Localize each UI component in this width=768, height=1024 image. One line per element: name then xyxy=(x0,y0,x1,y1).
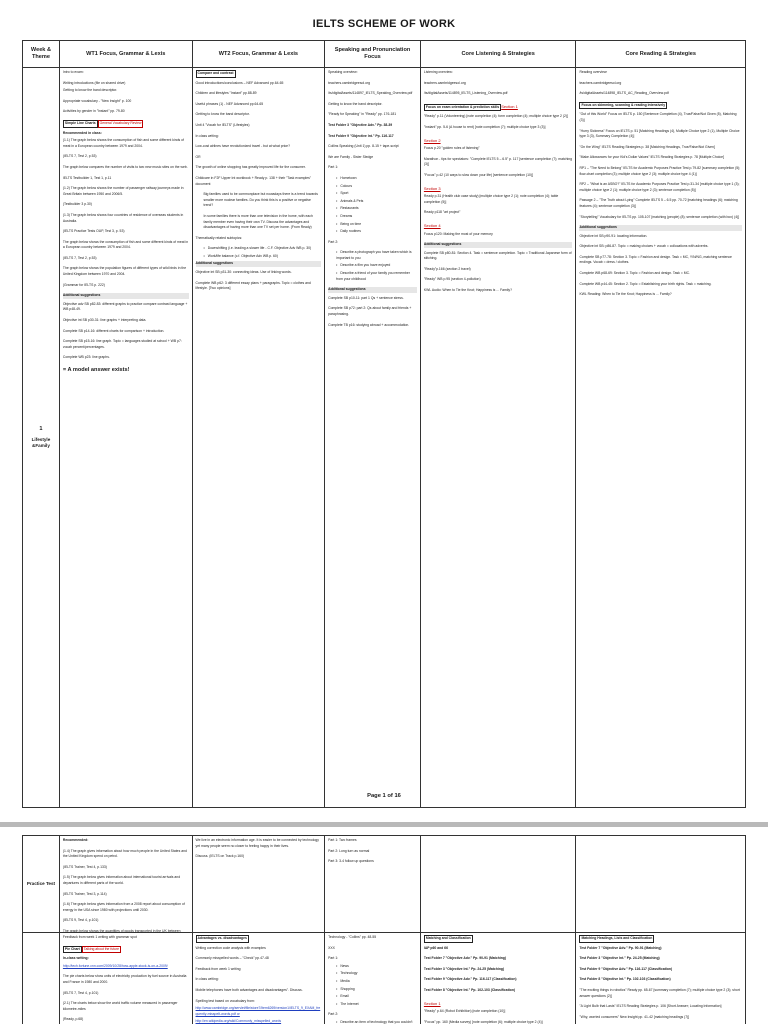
cell-line: Useful phrases (1) - NEF Advanced pp.64-65 xyxy=(195,101,264,106)
cell-line: "Storytelling" Vocabulary for IELTS pp. 105-107 [matching (people) (8); sentence completion (with box) (4)] xyxy=(579,214,740,219)
cell-line: OR xyxy=(195,154,201,159)
practice-listening-cell xyxy=(420,836,576,932)
cell-line: Complete SB p10-11: part 1 Qs + sentence stress. xyxy=(328,295,404,300)
cell-line: Thematically related subtopics: xyxy=(195,235,243,240)
cell-line: Complete SB p72: part 2: Qs about family and friends + paraphrasing. xyxy=(328,306,412,317)
week-2-speaking-cell xyxy=(324,933,420,1024)
cell-line: We live in an electronic information age. It is easier to be connected by technology yet many people seem no closer to feeling happy in their lives. xyxy=(195,838,319,848)
practice-theme-cell xyxy=(23,836,59,932)
cell-line: Objective int SB p30-31: line graphs + interpreting data. xyxy=(62,318,147,323)
cell-line: Part 1: xyxy=(328,956,339,961)
bullet-item: • Sport xyxy=(328,191,417,197)
week-2-theme-cell xyxy=(23,933,59,1024)
cell-line: Additional suggestions xyxy=(424,242,573,248)
cell-line: Part 1: xyxy=(328,165,339,170)
cell-line: Intro to exam: xyxy=(62,70,84,74)
cell-line: Complete SB p77-78: Section 3. Topic = Fashion and design. Task = MC, Y/N/NG, matching sentence endings. Vocab = dress / clothes. xyxy=(579,254,732,265)
cell-line: KWL Reading: When to Tie the Knot; Happiness is ... Family? xyxy=(579,292,672,297)
cell-line: Feedback from week 1 writing xyxy=(195,966,241,971)
cell-line: Additional suggestions xyxy=(196,261,322,267)
practice-speaking-cell xyxy=(324,836,420,932)
practice-wt2-cell xyxy=(192,836,325,932)
cell-line: Objective int SB: p86-87. Topic = making choices + vocab = collocations with adverbs. xyxy=(579,244,709,249)
cell-line: Test Folder 8 "Objective Int." Pp. 102-103 (Classification) xyxy=(423,987,516,992)
practice-reading-cell xyxy=(575,836,745,932)
cell-line: (Grammar for IELTS p. 222) xyxy=(62,282,105,287)
page-footer: Page 1 of 16 xyxy=(367,793,401,799)
cell-line: Writing introductions (file on shared drive) xyxy=(62,80,126,85)
table-row-practice-test xyxy=(23,836,745,932)
cell-line: Big families used to be commonplace but nowadays there is a trend towards smaller more nuclear families. Do you think this is a positive or negative trend? xyxy=(203,192,318,208)
week-2-reading-cell xyxy=(575,933,745,1024)
cell-line: The pie charts below show units of electricity production by fuel source in Australia and France in 1980 and 2000. xyxy=(62,974,187,984)
bullet-item: • News xyxy=(328,964,417,970)
cell-line: "Hurry Sickness" Focus on IELTS p. 51 [Matching Headings (4), Multiple Choice type 2 (1), Multiple Choice type 3 (3), Summary Completion (4)] xyxy=(579,128,740,139)
week-2-listening-cell xyxy=(420,933,576,1024)
bullet-item: • Describe a friend of your family you remember from your childhood xyxy=(328,271,417,282)
cell-line: (Testbuilder 3 p.30) xyxy=(62,202,92,207)
cell-line: (1.1) The graph below shows the consumption of fish and some different kinds of meat in a European country between 1979 and 2004. xyxy=(62,138,184,148)
cell-line: RP1 – "The Need to Belong" IELTS for Academic Purposes Practice Test p.79-82 [summary completion (5); flow-chart completion (3); multiple choice type 2 (3); multiple choice type 4 (1)] xyxy=(579,165,741,176)
cell-line: Test Folder 3 "Objective Int." Pp. 24-25 (Matching) xyxy=(579,956,660,961)
scheme-table-continued xyxy=(22,835,746,1024)
cell-line: Part 1: Two frames xyxy=(328,838,357,842)
cell-line: IAP p60 and 66 xyxy=(423,945,448,950)
cell-line: Recommended: xyxy=(62,838,89,842)
header-wt1: WT1 Focus, Grammar & Lexis xyxy=(59,41,192,67)
cell-line: "Ready for Speaking" in "Ready" pp. 176-181 xyxy=(328,112,397,117)
cell-line: Test Folder 3 "Objective Adv." Pp. 38-39 xyxy=(328,122,393,127)
bullet-item: • Downshifting (i.e. leading a slower life - C.F. Objective Adv WB p. 30) xyxy=(196,246,322,252)
cell-line: "Ready" p.11 (Volunteering) [note completion (4); form completion (4); multiple choice type 2 (2)] xyxy=(423,114,568,119)
cell-line: "The exciting things in robotics" Ready pp. 65-67 [summary completion (7); multiple choice type 2 (3); short answer questions (2)] xyxy=(579,987,740,998)
week-2-wt2-cell xyxy=(192,933,325,1024)
cell-line: Compare and contrast xyxy=(196,70,236,78)
cell-line: (1.2) The graph below shows the number of passenger railway journeys made in Great Britain between 1950 and 2006/5. xyxy=(62,186,184,196)
cell-line: (IELTS 7, Test 2, p.53) xyxy=(62,255,97,260)
cell-line: Childcare in F2F Upper Int workbook + Ready p. 138 + their "Task examples" document xyxy=(195,175,312,186)
cell-line[interactable]: http://tech.fortune.cnn.com/2009/10/28/how-apple-stock-is-on-a-2009/ xyxy=(62,963,168,968)
cell-line: Advantages vs. disadvantages xyxy=(196,935,249,943)
cell-line: "On the Wing" IELTS Reading Strategies p. 38 [Matching Headings, True/False/Not Given] xyxy=(579,144,715,149)
cell-line: teachers.cambridgeesol.org xyxy=(328,80,370,85)
cell-line: Complete WB p23: line graphs. xyxy=(62,355,110,360)
week-2-wt1-cell xyxy=(59,933,192,1024)
cell-line: Complete SB p15-16: line graph. Topic = languages studied at school + WB p7: vocab percent/percentages. xyxy=(62,339,182,349)
cell-line: (1.4) The graph gives information about how much people in the United States and the United Kingdom spend on petrol. xyxy=(62,848,187,859)
cell-line: Part 3: 3-4 follow up questions xyxy=(328,859,374,864)
week-number: 1 xyxy=(39,426,43,432)
cell-line: Test Folder 9 "Objective Adv." Pp. 116-117 (Classification) xyxy=(579,966,673,971)
cell-line: "Ready"p.166 (section 2 travel) xyxy=(423,266,471,271)
cell-line: Section 3 xyxy=(423,185,441,191)
cell-line: Test Folder 9 "Objective Adv." Pp. 116-117 (Classification) xyxy=(423,977,517,982)
cell-line: In class writing: xyxy=(195,977,219,982)
cell-line: (1.6) The graph below gives information from a 2008 report about consumption of energy in the USA since 1980 with projections until 2030. xyxy=(62,902,185,912)
cell-line: Matching Headings, Lists and Classification xyxy=(579,935,654,943)
cell-line: (1.3) The graph below shows four countries of residence of overseas students in Australia. xyxy=(62,212,184,223)
cell-line: Speaking overview: xyxy=(328,70,358,74)
cell-line: Additional suggestions xyxy=(579,225,742,231)
cell-line: Unit 4 "Vocab for IELTS" (Lifestyles) xyxy=(195,122,250,127)
cell-line: Mobile telephones have both advantages and disadvantages". Discuss. xyxy=(195,987,303,992)
cell-line: Ready p.31 (Health club case study) [multiple choice type 2 (1); note completion (4); table completion (5)] xyxy=(423,194,559,204)
cell-line: "Why, worried consumers" New Insight pp. 41-42 [matching headings (7)] xyxy=(579,1014,690,1019)
cell-line: (IELTS Trainer, Test 3, p.114) xyxy=(62,891,107,896)
cell-line: Test Folder 7 "Objective Adv." Pp. 90-91 (Matching) xyxy=(423,956,506,961)
bullet-item: • Restaurants xyxy=(328,206,417,212)
cell-line: Reading overview: xyxy=(579,70,608,74)
cell-line: Discuss. (IELTS on Track p.160) xyxy=(195,854,245,859)
cell-line: Getting to know the band descriptor. xyxy=(62,88,118,93)
cell-line: Spelling test based on vocabulary from: xyxy=(195,998,255,1003)
week-1-speaking-cell xyxy=(324,68,420,807)
bullet-item: • Email xyxy=(328,994,417,1000)
cell-line: Section 1 xyxy=(423,1000,441,1006)
cell-line: "Make Allowances for your Kid's Dollar Values" IELTS Reading Strategies p. 78 [Multiple Choice] xyxy=(579,155,724,160)
cell-line: KWL Audio: When to Tie the Knot; Happiness is ... Family? xyxy=(423,288,512,293)
cell-line: Low-cost airlines have revolutionized travel - but at what price? xyxy=(195,144,290,149)
cell-line: "Out of this World" Focus on IELTS p. 150 [Sentence Completion (4), True/False/Not Given (5), Matching (3)] xyxy=(579,112,737,122)
cell-line: "Focus" pp. 160 (Media survey) [note completion (6); multiple choice type 2 (4)] xyxy=(423,1019,543,1024)
bullet-item: • The Internet xyxy=(328,1002,417,1008)
cell-line: Complete TB p16: studying abroad + accommodation. xyxy=(328,322,410,327)
bullet-item: • Describe a film you have enjoyed xyxy=(328,263,417,269)
week-1-wt1-cell xyxy=(59,68,192,807)
week-1-listening-cell xyxy=(420,68,576,807)
week-1-theme-cell xyxy=(23,68,59,807)
cell-line: Feedback from week 1 writing with grammar spot xyxy=(62,935,137,939)
cell-line: In some families there is more than one television in the home, with each family member even having their own TV. Discuss the advantages and disadvantages of having more than one TV set per home. (From Ready) xyxy=(203,213,313,230)
cell-line: Complete SB p80-81: Section 4. Task = sentence completion. Topic = Traditional Japanese form of stitching. xyxy=(423,250,572,261)
cell-line: Appropriate vocabulary - "New Insight" p. 100 xyxy=(62,98,132,103)
cell-line[interactable]: http://en.wikipedia.org/wiki/Commonly_misspelled_words xyxy=(195,1019,282,1024)
cell-line: Focus on exam orientation & prediction skills xyxy=(424,104,501,112)
table-row-week-1 xyxy=(23,67,745,807)
cell-line: "Instant" pp. 5-6 (A house to rent) [note completion (7); multiple choice type 3 (3)] xyxy=(423,124,546,129)
cell-line: /ts/digitalAssets/114898_IELTS_AC_Reading_Overview.pdf xyxy=(579,91,669,96)
header-listening: Core Listening & Strategies xyxy=(420,41,576,67)
cell-line: "Focus" p.42 (10 ways to slow down your life) [sentence completion (10)] xyxy=(423,172,533,177)
cell-line: Passage 2 – "The Truth about Lying" Complete IELTS 5 – 6.5 pp. 70-72 [matching headings (6); matching features (4); sentence completion (3)] xyxy=(579,198,738,208)
cell-line: Additional suggestions xyxy=(328,287,417,293)
cell-line: (IELTS 9, Test 4, p.101) xyxy=(62,918,99,923)
cell-line: /ts/digitalAssets/114895_IELTS_Listening_Overview.pdf xyxy=(423,91,508,96)
cell-line: In class writing: xyxy=(195,133,219,138)
cell-line: Simple Line Charts xyxy=(63,120,98,128)
cell-line: Writing correction code analysis with examples xyxy=(195,945,266,950)
cell-line: Pie Chart xyxy=(63,946,82,954)
cell-line: The graph below shows the population figures of different types of wild birds in the United Kingdom between 1970 and 2004. xyxy=(62,266,187,277)
cell-line: Complete WB p62: 3 different essay plans + paragraphs. Topic = clothes and lifestyle. [Two opinions] xyxy=(195,280,311,291)
cell-line: The graph below shows the consumption of fish and some different kinds of meat in a European country between 1979 and 2004. xyxy=(62,239,189,250)
week-theme: Lifestyle &Family xyxy=(31,437,51,448)
cell-line: Focus p120: Making the most of your memory xyxy=(423,231,493,236)
week-theme: Practice Test xyxy=(26,881,56,886)
cell-line: Part 2: xyxy=(328,239,339,244)
cell-line: Collins Speaking (Unit 1) pp. 8-15 + tape-script xyxy=(328,144,399,149)
practice-wt1-cell xyxy=(59,836,192,932)
cell-line: Part 2: xyxy=(328,1012,339,1017)
bullet-item: • Describe a photograph you have taken which is important to you xyxy=(328,250,417,261)
bullet-item: • Shopping xyxy=(328,987,417,993)
cell-line: Children and lifestyles "Instant" pp.88-89 xyxy=(195,91,257,96)
cell-line: Complete WB p68-69: Section 3. Topic = Fashion and design. Task = MC. xyxy=(579,271,690,276)
document-page-2 xyxy=(0,827,768,1024)
bullet-item: • Media xyxy=(328,979,417,985)
bullet-item: • Being on time xyxy=(328,222,417,228)
table-row-week-2 xyxy=(23,932,745,1024)
cell-line: Test Folder 8 "Objective Int." Pp. 102-103 (Classification) xyxy=(579,977,671,982)
cell-line: teachers.cambridgeesol.org xyxy=(423,80,466,85)
cell-line: (IELTS 7, Test 4, p.101) xyxy=(62,990,99,995)
document-title: IELTS SCHEME OF WORK xyxy=(312,18,456,30)
cell-line: Test Folder 3 "Objective Int." Pp. 24-25 (Matching) xyxy=(423,966,505,971)
cell-line: (IELTS 7, Test 2, p.53) xyxy=(62,154,97,159)
table-header-row xyxy=(23,41,745,67)
cell-line: Activities by gender in "Instant" pp. 79-80 xyxy=(62,109,125,114)
bullet-item: • Dreams xyxy=(328,214,417,220)
cell-line: teachers.cambridgeesol.org xyxy=(579,80,622,85)
header-speaking: Speaking and Pronunciation Focus xyxy=(324,41,420,67)
cell-line: = A model answer exists! xyxy=(62,367,130,373)
cell-line: XXX xyxy=(328,945,335,950)
cell-line: "Ready" WB p.95 (section 4-pollution) xyxy=(423,277,481,282)
cell-line: Talking about the future xyxy=(82,946,121,954)
cell-line: (1.5) The graph below gives information about international tourist arrivals and departures in different parts of the world. xyxy=(62,875,181,885)
scheme-table xyxy=(22,40,746,808)
cell-line: Part 2: Long turn as normal xyxy=(328,848,370,853)
cell-line: Additional suggestions xyxy=(63,293,189,299)
cell-line: Complete SB p14-16: different charts for comparison + introduction. xyxy=(62,328,165,333)
cell-line: Section 2 xyxy=(423,137,441,143)
cell-line: Recommended in class: xyxy=(62,130,102,135)
cell-line: Test Folder 9 "Objective Int." Pp. 116-117 xyxy=(328,133,394,138)
cell-line: Marathon - tips for spectators: "Complete IELTS 5 – 6.5" p. 117 [sentence completion (7); matching (3)] xyxy=(423,156,573,167)
cell-line: Objective int SB p31-30: connecting ideas. Use of linking words. xyxy=(195,270,292,275)
header-week-theme: Week & Theme xyxy=(30,47,52,60)
cell-line: Section 1 xyxy=(501,103,518,109)
cell-line: (IELTS Trainer, Test 4, p.133) xyxy=(62,864,107,869)
cell-line: Focus on skimming, scanning & reading intensively xyxy=(579,102,667,110)
cell-line: Technology - "Collins" pp. 48-55 xyxy=(328,935,377,939)
cell-line: (Ready, p.68) xyxy=(62,1017,84,1022)
cell-line: Listening overview: xyxy=(423,70,453,74)
cell-line[interactable]: http://www.cambridge.org/servlet/file/store7/item6269/version1/IELTS_9_EXAM_frequently-misspelt-words.pdf or xyxy=(195,1006,321,1016)
bullet-item: • Hometown xyxy=(328,176,417,182)
bullet-item: • Describe an item of technology that you couldn't xyxy=(328,1020,417,1024)
cell-line: Objective int SB p90-91: locating information. xyxy=(579,233,648,238)
cell-line: Test Folder 7 "Objective Adv." Pp. 90-91 (Matching) xyxy=(579,945,662,950)
cell-line: (IELTS Practice Tests OUP, Test 3, p. 53) xyxy=(62,229,125,234)
bullet-item: • Daily routines xyxy=(328,229,417,235)
cell-line: Objective adv SB p82-83: different graphs to practice compare contrast language + WB p48-49. xyxy=(62,301,188,312)
cell-line: Focus p.20 "golden rules of listening" xyxy=(423,146,480,151)
cell-line: (2.1) The charts below show the world traffic volume measured in passenger kilometre-miles xyxy=(62,1001,178,1011)
bullet-item: • Animals & Pets xyxy=(328,199,417,205)
cell-line: RP2 – "What is an ASBO?" IELTS for Academic Purposes Practice Test p.31-34 [multiple choice type 1 (3); multiple choice type 2 (1); multiple choice type 2 (3); sentence completion (5)] xyxy=(579,182,740,192)
bullet-item: • Work/life balance (c.f. Objective Adv WB p. 60) xyxy=(196,254,322,260)
week-1-reading-cell xyxy=(575,68,745,807)
cell-line: In-class writing: xyxy=(62,956,89,961)
header-reading: Core Reading & Strategies xyxy=(575,41,745,67)
cell-line: Complete WB p44-45: Section 2. Topic = Establishing your birth rights. Task = matching. xyxy=(579,281,712,286)
cell-line: /ts/digitalAssets/114897_IELTS_Speaking_Overview.pdf xyxy=(328,91,413,96)
cell-line: IELTS Testbuilder 1, Test 1, p.11 xyxy=(62,175,112,180)
cell-line: Commonly misspelled words – "Check" pp.47-48 xyxy=(195,956,269,961)
cell-line: Good introductions/conclusions – NEF Advanced pp.64-65 xyxy=(195,80,284,85)
cell-line: The growth of online shopping has greatly improved life for the consumer. xyxy=(195,165,306,170)
cell-line: Matching and Classification xyxy=(424,935,473,943)
cell-line: We are Family - Sister Sledge xyxy=(328,154,374,159)
cell-line: "Ready" p.64 (Robot Exhibition) [note completion (10)] xyxy=(423,1009,506,1014)
cell-line: Section 4 xyxy=(423,222,441,228)
cell-line: "A Light Bulb that Lasts" IELTS Reading Strategies p. 106 [Short Answer; Locating Information] xyxy=(579,1004,722,1009)
cell-line: The graph below shows the quantities of goods transported in the UK between xyxy=(62,928,181,932)
cell-line: Ready p118 "art project" xyxy=(423,210,461,215)
week-1-wt2-cell xyxy=(192,68,325,807)
cell-line: General Vocabulary Review xyxy=(98,120,144,128)
bullet-item: • Technology xyxy=(328,971,417,977)
cell-line: Getting to know the band descriptor. xyxy=(328,101,383,106)
header-wt2: WT2 Focus, Grammar & Lexis xyxy=(192,41,325,67)
cell-line: Getting to know the band descriptor. xyxy=(195,112,250,117)
cell-line: The graph below compares the number of visits to two new music sites on the web. xyxy=(62,164,188,169)
bullet-item: • Colours xyxy=(328,184,417,190)
